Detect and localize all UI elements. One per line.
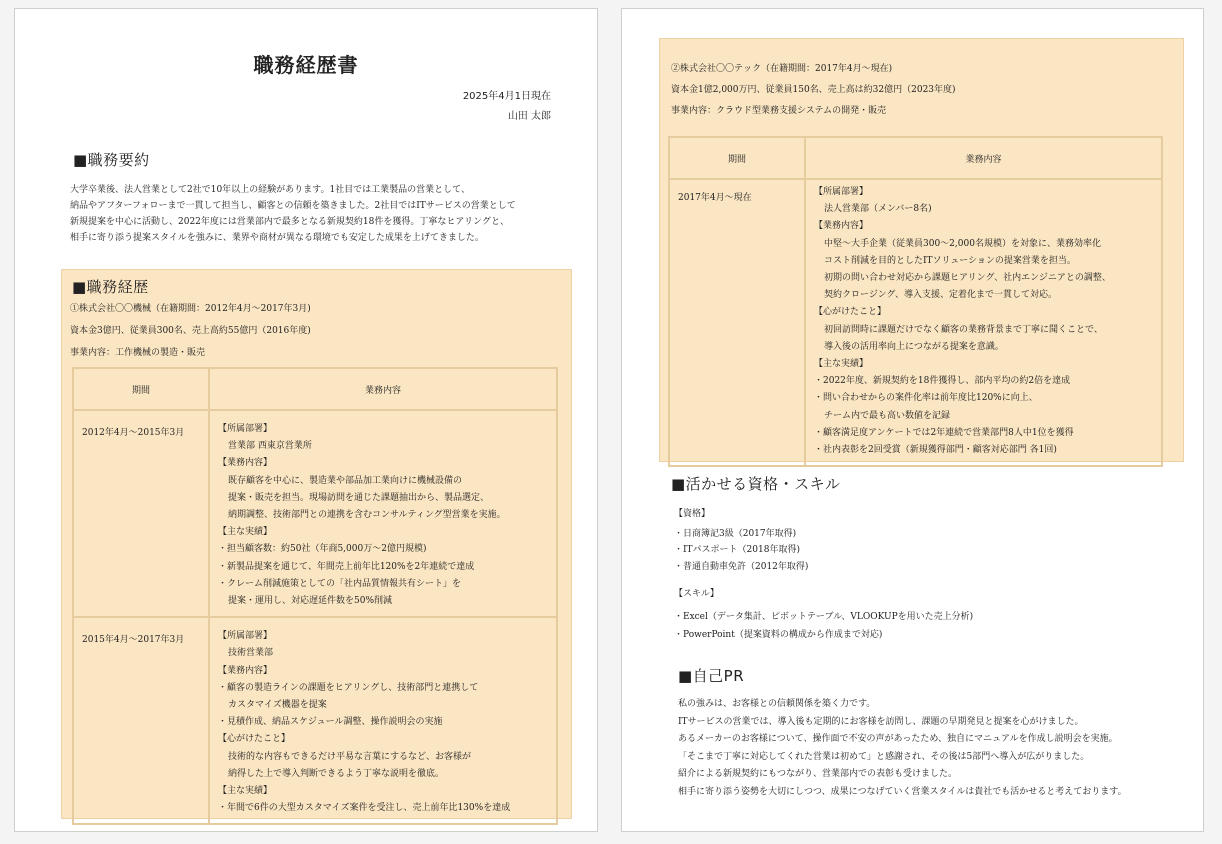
history-heading: ■職務経歴 <box>72 278 149 296</box>
summary-text <box>70 182 516 246</box>
content-line: 導入後の活用率向上につながる提案を意識。 <box>824 341 1004 352</box>
content-line: ・年間で6件の大型カスタマイズ案件を受注し、売上前年比130%を達成 <box>218 803 511 814</box>
content-line: カスタマイズ機器を提案 <box>228 700 327 711</box>
content-line: 中堅〜大手企業（従業員300〜2,000名規模）を対象に、業務効率化 <box>824 238 1101 249</box>
qualification-item: ・普通自動車免許（2012年取得) <box>674 562 809 572</box>
content-line: ・見積作成、納品スケジュール調整、操作説明会の実施 <box>218 717 443 728</box>
skills-label: 【スキル】 <box>674 589 719 599</box>
content-line: チーム内で最も高い数値を記録 <box>824 410 951 421</box>
table-row <box>73 617 557 824</box>
pr-line: 私の強みは、お客様との信頼関係を築く力です。 <box>678 699 876 709</box>
content-line: ・顧客満足度アンケートでは2年連続で営業部門8人中1位を獲得 <box>814 427 1074 438</box>
period-cell: 2015年4月〜2017年3月 <box>73 617 209 824</box>
qualification-item: ・ITパスポート（2018年取得) <box>674 545 800 555</box>
qualifications-label: 【資格】 <box>674 509 711 519</box>
content-line: 契約クロージング、導入支援、定着化まで一貫して対応。 <box>824 290 1058 301</box>
document-date: 2025年4月1日現在 <box>462 91 551 102</box>
content-line: 提案・販売を担当。現場訪問を通じた課題抽出から、製品選定、 <box>228 492 490 503</box>
content-line: 既存顧客を中心に、製造業や部品加工業向けに機械設備の <box>228 475 463 486</box>
table-header-content: 業務内容 <box>805 137 1162 179</box>
content-line: ・2022年度、新規契約を18件獲得し、部内平均の約2倍を達成 <box>814 376 1071 387</box>
content-line: ・クレーム削減施策としての「社内品質情報共有シート」を <box>218 578 462 589</box>
resume-page-1 <box>14 8 598 832</box>
period-cell: 2017年4月〜現在 <box>669 179 805 466</box>
company-1-name: ①株式会社〇〇機械（在籍期間：2012年4月〜2017年3月) <box>70 304 311 314</box>
summary-line: 新規提案を中心に活動し、2022年度には営業部内で最多となる新規契約18件を獲得。丁寧なヒアリングと、 <box>70 217 509 227</box>
content-line: 【主な実績】 <box>218 527 273 538</box>
content-line: 【心がけたこと】 <box>814 307 887 318</box>
pr-line: あるメーカーのお客様について、操作面で不安の声があったため、独自にマニュアルを作成し説明会を実施。 <box>678 734 1118 744</box>
content-line: 営業部 西東京営業所 <box>228 441 312 452</box>
content-line: 【心がけたこと】 <box>218 734 291 745</box>
content-cell <box>209 410 557 617</box>
qualification-item: ・日商簿記3級（2017年取得) <box>674 529 797 539</box>
content-line: ・担当顧客数：約50社（年商5,000万〜2億円規模) <box>218 544 427 555</box>
content-line: ・新製品提案を通じて、年間売上前年比120%を2年連続で達成 <box>218 561 475 572</box>
content-line: 初回訪問時に課題だけでなく顧客の業務背景まで丁寧に聞くことで、 <box>824 324 1103 335</box>
pr-line: ITサービスの営業では、導入後も定期的にお客様を訪問し、課題の早期発見と提案を心がけました。 <box>678 716 1084 727</box>
applicant-name: 山田 太郎 <box>507 111 551 122</box>
pr-heading: ■自己PR <box>678 667 745 685</box>
skills-heading: ■活かせる資格・スキル <box>671 475 841 493</box>
content-line: 提案・運用し、対応遅延件数を50%削減 <box>228 596 393 607</box>
company-2-capital: 資本金1億2,000万円、従業員150名、売上高は約32億円（2023年度) <box>671 85 956 95</box>
content-line: 技術的な内容もできるだけ平易な言葉にするなど、お客様が <box>228 751 472 762</box>
content-line: 【主な実績】 <box>814 359 869 370</box>
content-line: ・問い合わせからの案件化率は前年度比120%に向上、 <box>814 393 1038 404</box>
summary-line: 相手に寄り添う提案スタイルを強みに、業界や商材が異なる環境でも安定した成果を上げてきました。 <box>70 233 484 243</box>
content-line: 【業務内容】 <box>218 665 273 676</box>
content-line: ・社内表彰を2回受賞（新規獲得部門・顧客対応部門 各1回) <box>814 445 1057 456</box>
content-line: ・顧客の製造ラインの課題をヒアリングし、技術部門と連携して <box>218 682 479 693</box>
table-row <box>669 179 1162 466</box>
company-2-name: ②株式会社〇〇テック（在籍期間：2017年4月〜現在) <box>671 64 893 74</box>
content-line: 技術営業部 <box>228 648 274 659</box>
period-cell: 2012年4月〜2015年3月 <box>73 410 209 617</box>
company-2-highlight-box <box>659 38 1184 462</box>
history-highlight-box <box>61 269 572 819</box>
company-2-job-table <box>668 136 1163 467</box>
table-header-period: 期間 <box>73 368 209 410</box>
skill-item: ・Excel（データ集計、ピボットテーブル、VLOOKUPを用いた売上分析) <box>674 612 974 622</box>
content-line: 【所属部署】 <box>218 631 273 642</box>
content-cell <box>209 617 557 824</box>
content-line: コスト削減を目的としたITソリューションの提案営業を担当。 <box>824 255 1076 266</box>
resume-page-2 <box>621 8 1204 832</box>
content-line: 【業務内容】 <box>814 221 869 232</box>
company-1-capital: 資本金3億円、従業員300名、売上高約55億円（2016年度) <box>70 326 311 336</box>
company-2-business: 事業内容：クラウド型業務支援システムの開発・販売 <box>671 106 887 116</box>
skill-item: ・PowerPoint（提案資料の構成から作成まで対応) <box>674 630 883 640</box>
summary-line: 納品やアフターフォローまで一貫して担当し、顧客との信頼を築きました。2社目ではITサービスの営業として <box>70 201 516 211</box>
table-row <box>73 410 557 617</box>
table-header-period: 期間 <box>669 137 805 179</box>
summary-line: 大学卒業後、法人営業として2社で10年以上の経験があります。1社目では工業製品の営業として、 <box>70 185 471 195</box>
pr-line: 相手に寄り添う姿勢を大切にしつつ、成果につなげていく営業スタイルは貴社でも活かせると考えております。 <box>678 786 1127 797</box>
pr-line: 「そこまで丁寧に対応してくれた営業は初めて」と感謝され、その後は5部門へ導入が広がりました。 <box>678 751 1090 762</box>
pr-text <box>678 696 1127 801</box>
pr-line: 紹介による新規契約にもつながり、営業部内での表彰も受けました。 <box>678 769 958 779</box>
summary-heading: ■職務要約 <box>73 151 150 169</box>
company-1-business: 事業内容：工作機械の製造・販売 <box>70 348 206 358</box>
company-1-job-table <box>72 367 558 825</box>
content-line: 【所属部署】 <box>218 424 273 434</box>
content-cell <box>805 179 1162 466</box>
content-line: 初期の問い合わせ対応から課題ヒアリング、社内エンジニアとの調整、 <box>824 273 1111 284</box>
document-title: 職務経歴書 <box>253 53 359 77</box>
content-line: 納期調整、技術部門との連携を含むコンサルティング型営業を実施。 <box>228 510 506 521</box>
content-line: 法人営業部（メンバー8名) <box>824 204 932 215</box>
content-line: 【業務内容】 <box>218 458 273 469</box>
table-header-content: 業務内容 <box>209 368 557 410</box>
content-line: 【主な実績】 <box>218 786 273 797</box>
content-line: 納得した上で導入判断できるよう丁寧な説明を徹底。 <box>228 768 445 779</box>
content-line: 【所属部署】 <box>814 187 869 197</box>
